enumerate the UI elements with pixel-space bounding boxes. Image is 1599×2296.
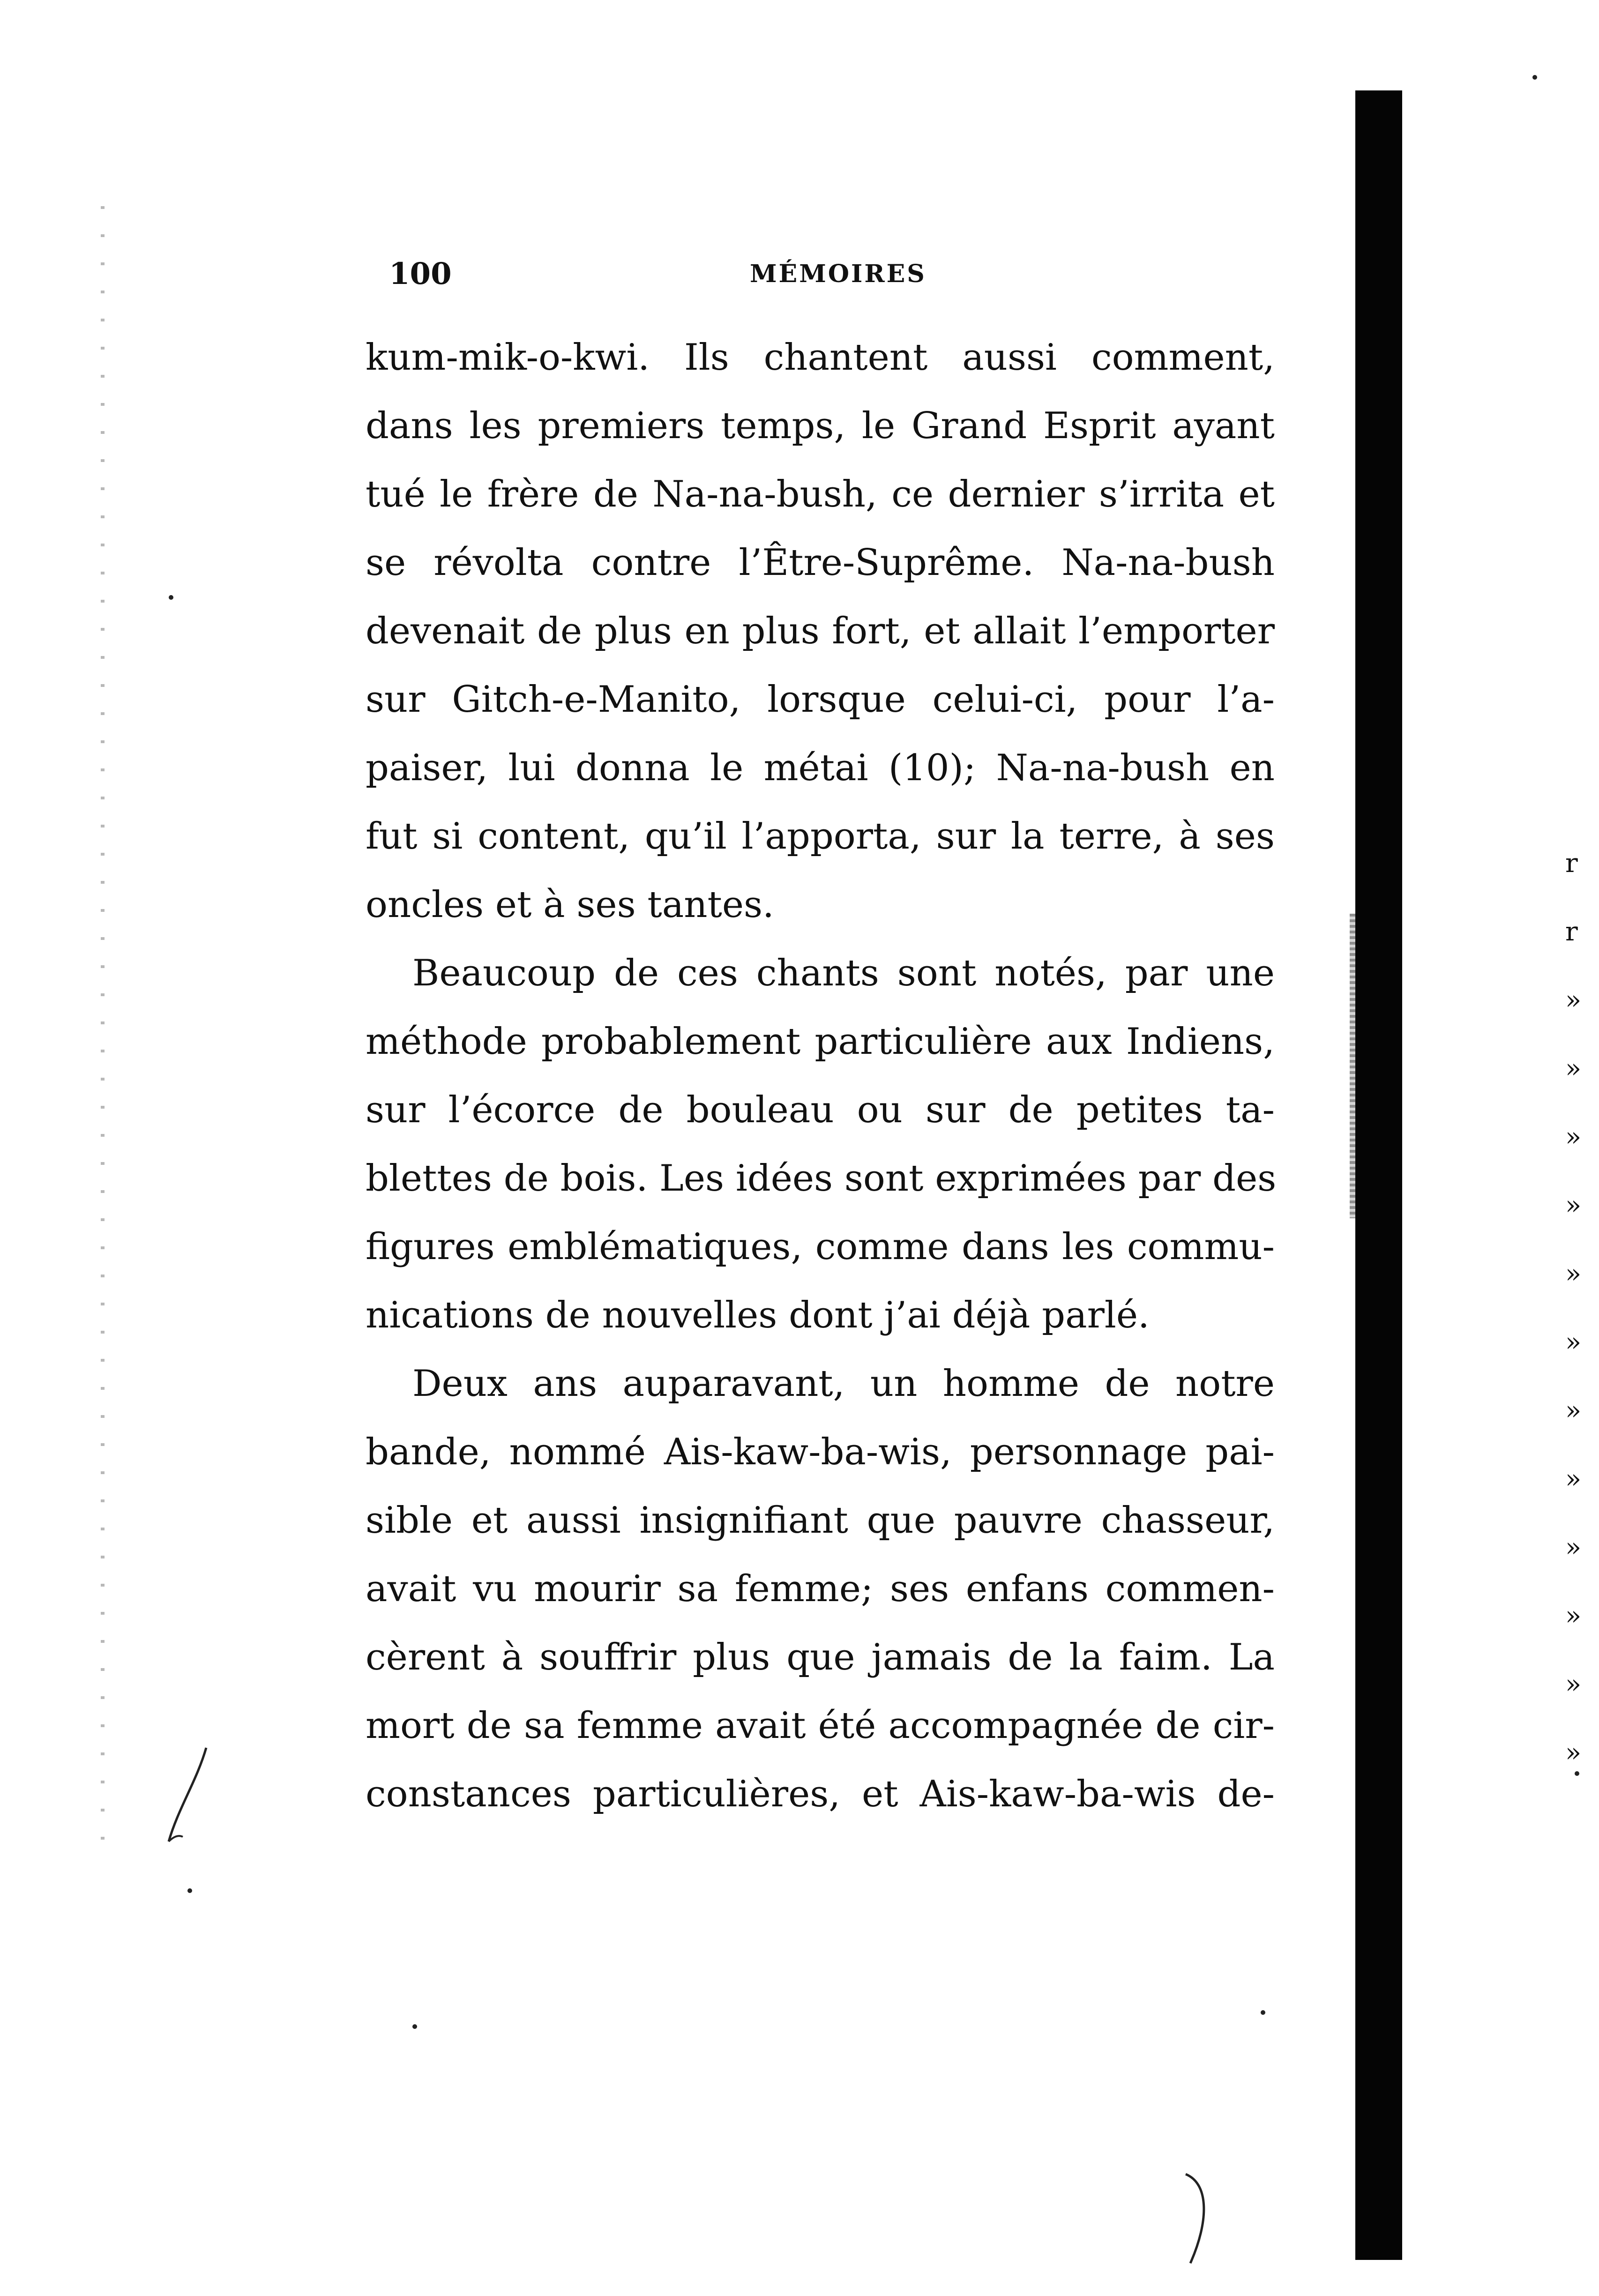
text-line: oncles et à ses tantes. xyxy=(366,884,774,926)
margin-mark: » xyxy=(1565,985,1582,1015)
margin-mark: r xyxy=(1565,848,1578,879)
text-line: fut si content, qu’il l’apporta, sur la terre, à ses xyxy=(366,815,1275,857)
margin-mark: » xyxy=(1565,1122,1582,1152)
paper-speck xyxy=(412,2024,417,2029)
text-line: sur Gitch-e-Manito, lorsque celui-ci, pour l’a- xyxy=(366,678,1275,721)
body-text xyxy=(366,323,1275,1828)
margin-mark: » xyxy=(1565,1190,1582,1221)
text-line: bande, nommé Ais-kaw-ba-wis, personnage pai- xyxy=(366,1431,1275,1473)
margin-mark: » xyxy=(1565,1259,1582,1289)
running-title: MÉMOIRES xyxy=(750,260,927,288)
facing-page-margin-marks xyxy=(1565,829,1593,1787)
gutter-bar xyxy=(1355,90,1402,2260)
pencil-stroke-mark xyxy=(159,1743,216,1846)
text-line: sur l’écorce de bouleau ou sur de petites ta- xyxy=(366,1089,1275,1131)
margin-mark: » xyxy=(1565,1327,1582,1357)
text-line: mort de sa femme avait été accompagnée de cir- xyxy=(366,1705,1275,1747)
margin-mark: r xyxy=(1565,917,1578,947)
text-line: nications de nouvelles dont j’ai déjà parlé. xyxy=(366,1294,1150,1336)
margin-mark: » xyxy=(1565,1395,1582,1426)
margin-mark: » xyxy=(1565,1601,1582,1631)
margin-mark: » xyxy=(1565,1669,1582,1700)
paper-speck xyxy=(1532,75,1537,80)
margin-mark: » xyxy=(1565,1053,1582,1084)
text-line: kum-mik-o-kwi. Ils chantent aussi comment, xyxy=(366,336,1275,379)
paragraph-start-line: Beaucoup de ces chants sont notés, par une xyxy=(412,952,1275,994)
margin-mark: » xyxy=(1565,1532,1582,1563)
text-line: dans les premiers temps, le Grand Esprit ayant xyxy=(366,405,1275,447)
text-line: cèrent à souffrir plus que jamais de la faim. La xyxy=(366,1636,1275,1678)
text-line: avait vu mourir sa femme; ses enfans commen- xyxy=(366,1568,1275,1610)
text-line: tué le frère de Na-na-bush, ce dernier s’irrita et xyxy=(366,473,1275,515)
text-line: constances particulières, et Ais-kaw-ba-wis de- xyxy=(366,1773,1275,1815)
text-line: devenait de plus en plus fort, et allait l’emporter xyxy=(366,610,1275,652)
paper-speck xyxy=(169,595,173,600)
binding-edge-dots xyxy=(101,206,105,1846)
margin-mark: » xyxy=(1565,1737,1582,1768)
margin-mark: » xyxy=(1565,1464,1582,1494)
paper-speck xyxy=(1261,2010,1265,2015)
running-head xyxy=(389,255,1279,293)
paper-speck xyxy=(187,1888,192,1893)
text-line: blettes de bois. Les idées sont exprimées par des xyxy=(366,1157,1277,1200)
text-line: figures emblématiques, comme dans les commu- xyxy=(366,1226,1275,1268)
bottom-pencil-mark xyxy=(1176,2165,1214,2268)
paper-speck xyxy=(1575,1771,1579,1776)
text-line: se révolta contre l’Être-Suprême. Na-na-bush xyxy=(366,542,1275,584)
text-line: paiser, lui donna le métai (10); Na-na-bush en xyxy=(366,747,1275,789)
text-line: méthode probablement particulière aux Indiens, xyxy=(366,1021,1275,1063)
paragraph-start-line: Deux ans auparavant, un homme de notre xyxy=(412,1363,1275,1405)
page-number: 100 xyxy=(389,256,452,291)
text-line: sible et aussi insignifiant que pauvre chasseur, xyxy=(366,1499,1275,1542)
